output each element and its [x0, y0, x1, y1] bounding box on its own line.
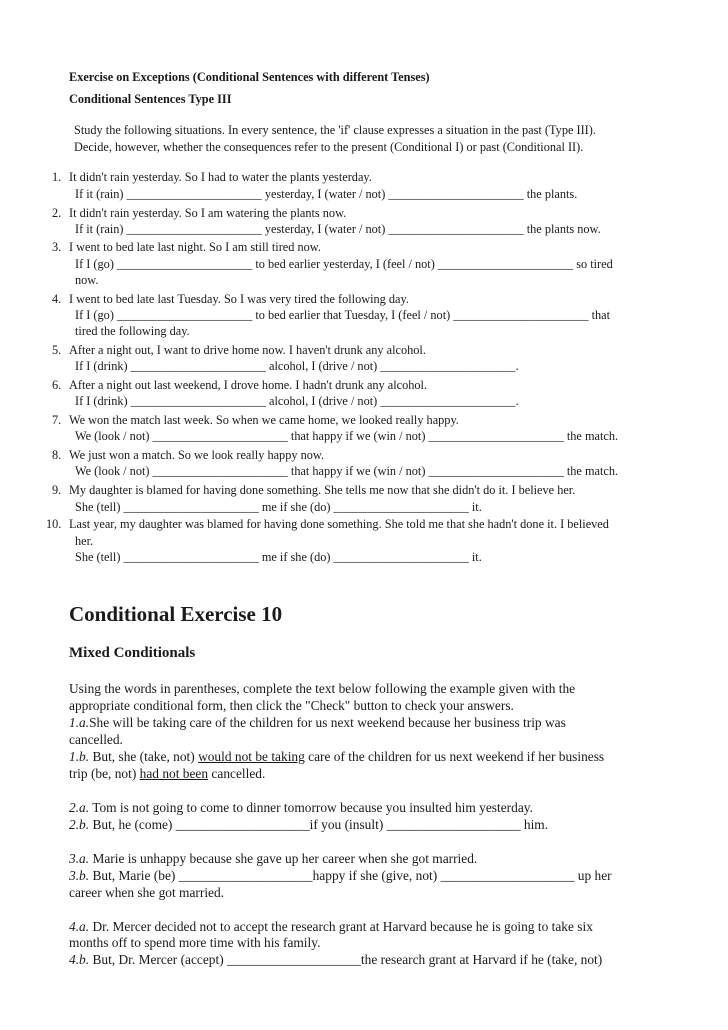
exercise-text: Dr. Mercer decided not to accept the research grant at Harvard because he is going to take six: [89, 919, 593, 934]
item-number: 7.: [52, 413, 62, 427]
exercise-3b: [69, 867, 612, 884]
example-1a-continued: cancelled.: [69, 732, 123, 747]
example-answer: would not be taking: [198, 749, 305, 764]
example-label: 1.a.: [69, 715, 90, 730]
example-label: 1.b.: [69, 749, 90, 764]
exercise-label: 4.a.: [69, 919, 90, 934]
exercise-label: 4.b.: [69, 952, 90, 967]
exercise-prompt: She (tell) ______________________ me if she (do) ______________________ it.: [75, 500, 482, 514]
exercise-text: But, Marie (be) ____________________happy if she (give, not) ____________________ up her: [89, 868, 612, 883]
example-1b-continued: [69, 765, 265, 782]
exercise-4a: [69, 918, 593, 935]
exercise-prompt: We (look / not) ______________________ that happy if we (win / not) ______________________ the match.: [75, 464, 619, 478]
section-subtitle: Conditional Sentences Type III: [69, 92, 232, 106]
item-number: 10.: [46, 517, 62, 531]
exercise-text: But, he (come) ____________________if you (insult) ____________________ him.: [89, 817, 549, 832]
instructions-line-2: appropriate conditional form, then click the "Check" button to check your answers.: [69, 698, 514, 713]
example-1b: [69, 748, 604, 765]
exercise-situation: We won the match last week. So when we came home, we looked really happy.: [69, 413, 459, 427]
exercise-subheading: Mixed Conditionals: [69, 645, 196, 661]
exercise-text: But, Dr. Mercer (accept) ____________________the research grant at Harvard if he (take, not): [89, 952, 603, 967]
exercise-situation: We just won a match. So we look really happy now.: [69, 448, 325, 462]
item-number: 6.: [52, 378, 62, 392]
exercise-2b: [69, 816, 548, 833]
exercise-situation: I went to bed late last night. So I am still tired now.: [69, 240, 321, 254]
example-text: care of the children for us next weekend if her business: [304, 749, 605, 764]
exercise-3b-continued: career when she got married.: [69, 885, 225, 900]
exercise-situation: After a night out, I want to drive home now. I haven't drunk any alcohol.: [69, 343, 426, 357]
exercise-situation-continued: her.: [75, 534, 94, 548]
exercise-prompt: If I (drink) ______________________ alcohol, I (drive / not) ______________________.: [75, 394, 519, 408]
exercise-text: Tom is not going to come to dinner tomorrow because you insulted him yesterday.: [89, 800, 533, 815]
exercise-text: Marie is unhappy because she gave up her career when she got married.: [89, 851, 478, 866]
exercise-label: 3.b.: [69, 868, 90, 883]
item-number: 1.: [52, 170, 62, 184]
exercise-situation: Last year, my daughter was blamed for having done something. She told me that she hadn't done it. I believed: [69, 517, 609, 531]
example-text: She will be taking care of the children for us next weekend because her business trip was: [89, 715, 566, 730]
exercise-label: 3.a.: [69, 851, 90, 866]
example-text: But, she (take, not): [89, 749, 199, 764]
exercise-prompt: If it (rain) ______________________ yesterday, I (water / not) ______________________ the plants.: [75, 187, 578, 201]
exercise-prompt: If I (drink) ______________________ alcohol, I (drive / not) ______________________.: [75, 359, 519, 373]
exercise-label: 2.b.: [69, 817, 90, 832]
exercise-3a: [69, 850, 477, 867]
exercise-4a-continued: months off to spend more time with his family.: [69, 935, 321, 950]
item-number: 5.: [52, 343, 62, 357]
exercise-4b: [69, 951, 602, 968]
example-text: trip (be, not): [69, 766, 140, 781]
exercise-prompt-continued: tired the following day.: [75, 324, 190, 338]
exercise-prompt: We (look / not) ______________________ that happy if we (win / not) ______________________ the match.: [75, 429, 619, 443]
item-number: 4.: [52, 292, 62, 306]
instructions-line-1: Study the following situations. In every sentence, the 'if' clause expresses a situation in the past (Type III).: [74, 123, 596, 137]
item-number: 9.: [52, 483, 62, 497]
exercise-2a: [69, 799, 533, 816]
example-text: cancelled.: [208, 766, 266, 781]
exercise-heading: Conditional Exercise 10: [69, 602, 283, 626]
example-answer: had not been: [139, 766, 209, 781]
exercise-situation: It didn't rain yesterday. So I am watering the plants now.: [69, 206, 347, 220]
exercise-label: 2.a.: [69, 800, 90, 815]
exercise-prompt: If I (go) ______________________ to bed earlier yesterday, I (feel / not) ______________________ so tired: [75, 257, 613, 271]
exercise-prompt: She (tell) ______________________ me if she (do) ______________________ it.: [75, 550, 482, 564]
exercise-prompt-continued: now.: [75, 273, 99, 287]
exercise-situation: After a night out last weekend, I drove home. I hadn't drunk any alcohol.: [69, 378, 428, 392]
exercise-prompt: If it (rain) ______________________ yesterday, I (water / not) ______________________ the plants now.: [75, 222, 601, 236]
exercise-prompt: If I (go) ______________________ to bed earlier that Tuesday, I (feel / not) ______________________ that: [75, 308, 611, 322]
item-number: 3.: [52, 240, 62, 254]
item-number: 8.: [52, 448, 62, 462]
exercise-situation: I went to bed late last Tuesday. So I was very tired the following day.: [69, 292, 409, 306]
instructions-line-1: Using the words in parentheses, complete the text below following the example given with the: [69, 681, 576, 696]
exercise-situation: It didn't rain yesterday. So I had to water the plants yesterday.: [69, 170, 372, 184]
instructions-line-2: Decide, however, whether the consequences refer to the present (Conditional I) or past (Conditional II).: [74, 140, 584, 154]
page-title: Exercise on Exceptions (Conditional Sentences with different Tenses): [69, 70, 430, 84]
item-number: 2.: [52, 206, 62, 220]
exercise-situation: My daughter is blamed for having done something. She tells me now that she didn't do it. I believe her.: [69, 483, 576, 497]
example-1a: [69, 714, 566, 731]
